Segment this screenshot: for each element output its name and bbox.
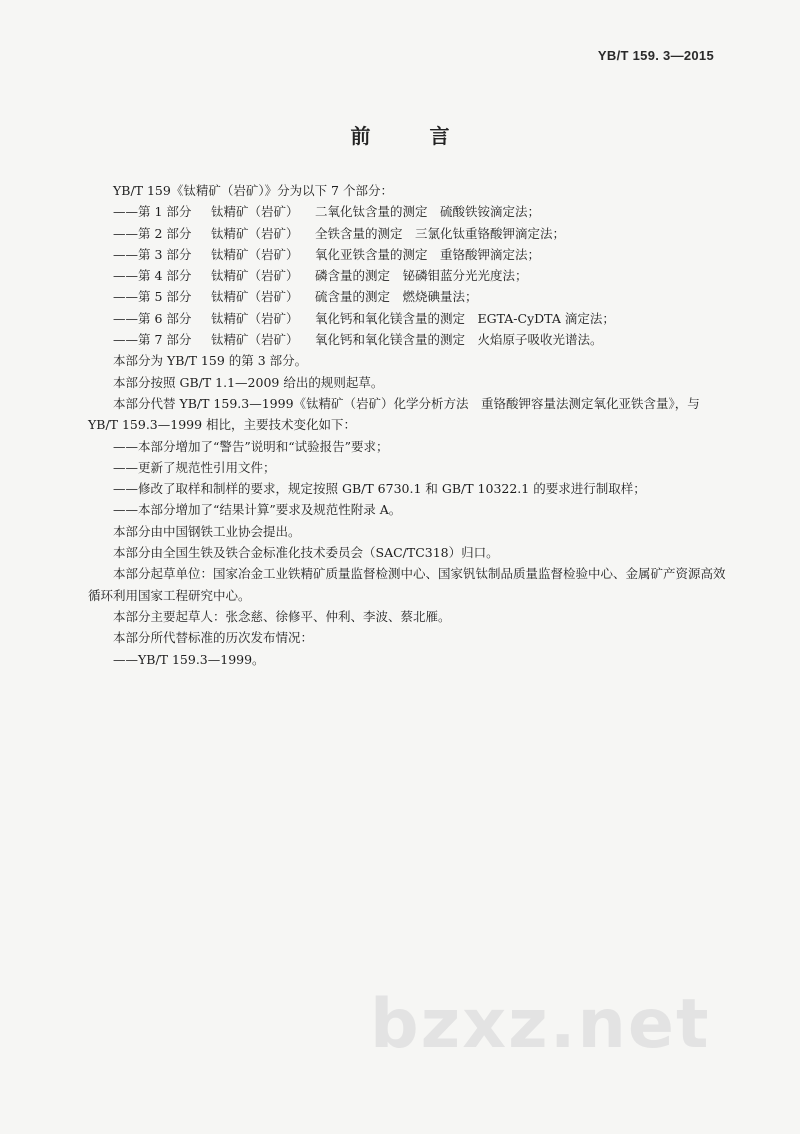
change-item: ——本部分增加了“警告”说明和“试验报告”要求； <box>113 438 389 454</box>
paragraph: 本部分为 YB/T 159 的第 3 部分。 <box>113 353 308 369</box>
change-item: ——修改了取样和制样的要求，规定按照 GB/T 6730.1 和 GB/T 10322.1 的要求进行制取样； <box>113 481 646 497</box>
page-title: 前 言 <box>350 124 476 148</box>
list-item: ——第 4 部分 钛精矿（岩矿） 磷含量的测定 铋磷钼蓝分光光度法； <box>113 268 528 284</box>
watermark: bzxz.net <box>370 985 711 1064</box>
list-item: ——第 2 部分 钛精矿（岩矿） 全铁含量的测定 三氯化钛重铬酸钾滴定法； <box>113 225 566 241</box>
paragraph: 本部分起草单位：国家冶金工业铁精矿质量监督检测中心、国家钒钛制品质量监督检验中心、金属矿产资源高效循环利用国家工程研究中心。 <box>88 566 726 603</box>
list-item: ——第 3 部分 钛精矿（岩矿） 氧化亚铁含量的测定 重铬酸钾滴定法； <box>113 246 541 262</box>
paragraph: 本部分所代替标准的历次发布情况： <box>113 630 314 646</box>
standard-number: YB/T 159. 3—2015 <box>597 48 714 63</box>
paragraph: 本部分由中国钢铁工业协会提出。 <box>113 523 301 539</box>
change-item: ——本部分增加了“结果计算”要求及规范性附录 A。 <box>113 502 402 518</box>
paragraph: 本部分由全国生铁及铁合金标准化技术委员会（SAC/TC318）归口。 <box>113 545 499 561</box>
change-item: ——更新了规范性引用文件； <box>113 459 276 475</box>
intro-paragraph: YB/T 159《钛精矿（岩矿）》分为以下 7 个部分： <box>113 183 393 198</box>
paragraph: 本部分按照 GB/T 1.1—2009 给出的规则起草。 <box>113 374 384 390</box>
parts-list <box>88 201 728 350</box>
foreword-body <box>88 180 728 670</box>
list-item: ——第 1 部分 钛精矿（岩矿） 二氧化钛含量的测定 硫酸铁铵滴定法； <box>113 204 541 220</box>
paragraph: 本部分代替 YB/T 159.3—1999《钛精矿（岩矿）化学分析方法 重铬酸钾容量法测定氧化亚铁含量》，与 YB/T 159.3—1999 相比，主要技术变化如下： <box>88 395 700 433</box>
list-item: ——第 6 部分 钛精矿（岩矿） 氧化钙和氧化镁含量的测定 EGTA-CyDTA 滴定法； <box>113 310 615 326</box>
paragraph: 本部分主要起草人：张念慈、徐修平、仲利、李波、蔡北雁。 <box>113 608 451 624</box>
list-item: ——第 5 部分 钛精矿（岩矿） 硫含量的测定 燃烧碘量法； <box>113 289 478 305</box>
change-item: ——YB/T 159.3—1999。 <box>113 651 265 667</box>
list-item: ——第 7 部分 钛精矿（岩矿） 氧化钙和氧化镁含量的测定 火焰原子吸收光谱法。 <box>113 332 603 348</box>
